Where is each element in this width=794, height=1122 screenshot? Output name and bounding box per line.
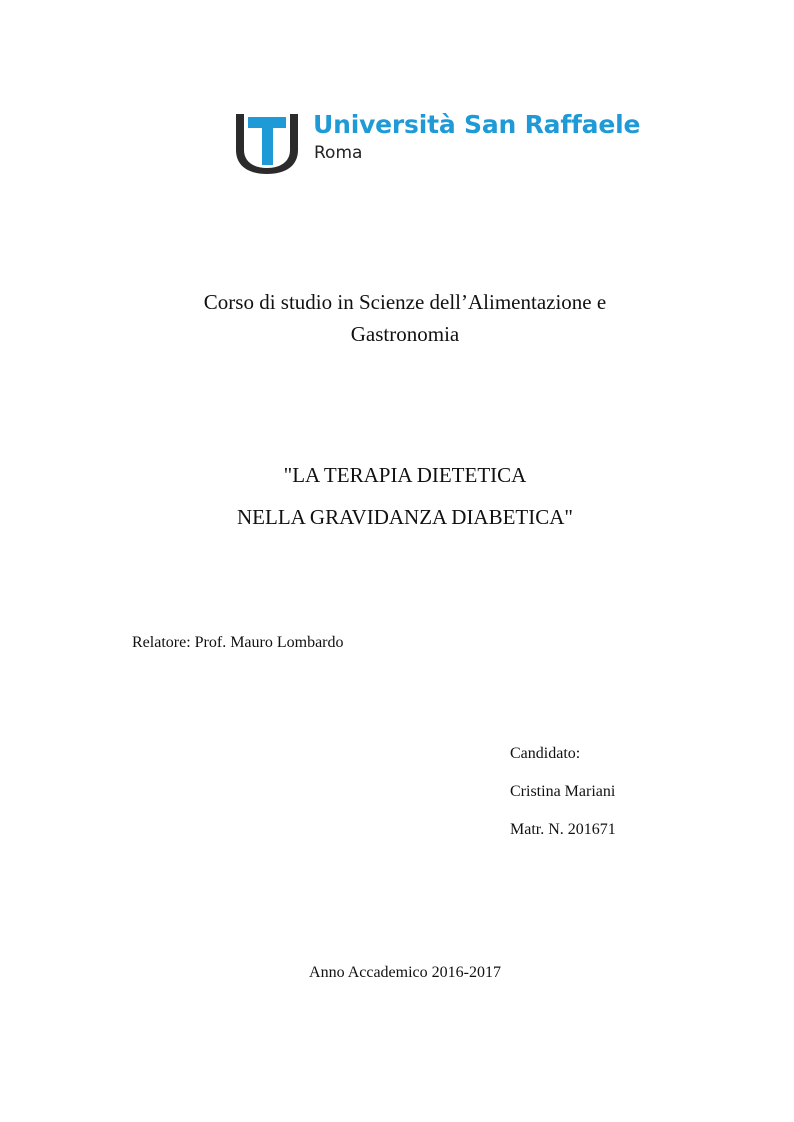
university-name: Università San Raffaele xyxy=(313,110,641,139)
thesis-title-line-2: NELLA GRAVIDANZA DIABETICA" xyxy=(237,505,573,529)
thesis-title xyxy=(100,454,710,538)
supervisor: Relatore: Prof. Mauro Lombardo xyxy=(132,634,344,651)
candidate-block xyxy=(510,735,616,849)
thesis-title-line-1: "LA TERAPIA DIETETICA xyxy=(283,463,527,487)
course-line-1: Corso di studio in Scienze dell’Alimentazione e xyxy=(203,290,607,314)
university-city: Roma xyxy=(314,143,363,163)
candidate-matricola: Matr. N. 201671 xyxy=(510,821,616,838)
course-line-2: Gastronomia xyxy=(350,322,460,346)
candidate-name: Cristina Mariani xyxy=(510,783,616,800)
academic-year: Anno Accademico 2016-2017 xyxy=(309,964,501,981)
candidate-label: Candidato: xyxy=(510,745,581,762)
university-logo xyxy=(234,110,641,176)
course-of-study xyxy=(100,286,710,350)
university-logo-mark-icon xyxy=(234,112,300,174)
